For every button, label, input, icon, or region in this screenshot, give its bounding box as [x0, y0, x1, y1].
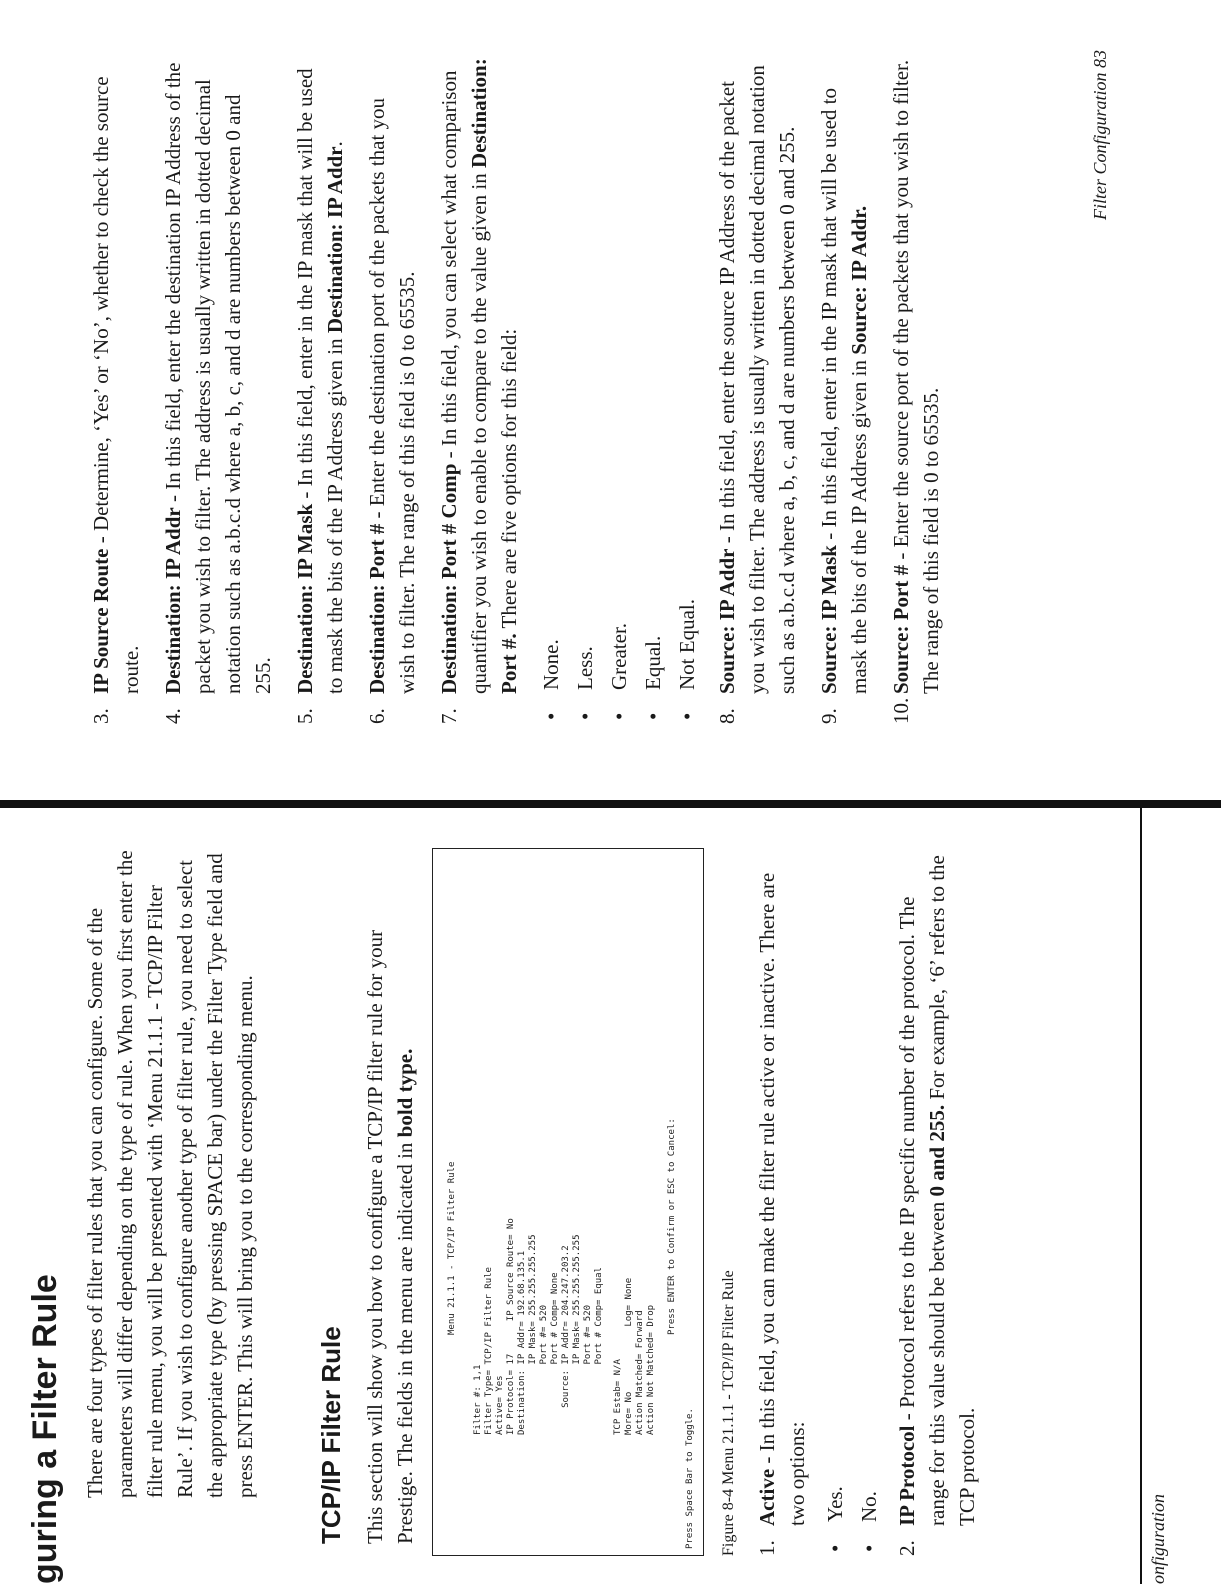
- item-number: 3.: [89, 708, 113, 724]
- item-number: 10.: [889, 697, 913, 724]
- screen-line: Action Not Matched= Drop: [646, 1304, 656, 1435]
- footer-left: onfiguration: [1148, 1493, 1168, 1584]
- screen-line: Press Space Bar to Toggle.: [685, 1408, 695, 1549]
- item-term: Destination: IP Mask: [293, 503, 317, 694]
- item-number: 5.: [293, 708, 317, 724]
- screen-line: IP Protocol= 17 IP Source Route= No: [506, 1218, 516, 1435]
- item-text: [814, 54, 874, 694]
- right-numbered-list: [86, 54, 958, 724]
- screen-line: More= No Log= None: [624, 1277, 634, 1435]
- bullet-item: [820, 852, 850, 1552]
- list-item-dest-port-comp: [434, 54, 524, 724]
- left-column: [0, 804, 1221, 1584]
- item-desc: - In this field, you can make the filter rule active or inactive. There are two options:: [755, 872, 809, 1526]
- item-reference: Destination: IP Addr: [323, 146, 347, 334]
- footer-rule: [1140, 804, 1142, 1584]
- bullet-glyph: •: [573, 712, 597, 720]
- item-number: 7.: [437, 708, 461, 724]
- tcp-intro-text: This section will show you how to configure a TCP/IP filter rule for your Prestige. The fields in the menu are indicated in: [363, 929, 417, 1544]
- screen-line: Filter #: 1,1: [473, 1364, 483, 1435]
- section-heading: guring a Filter Rule: [26, 1274, 64, 1584]
- item-number: 9.: [817, 708, 841, 724]
- list-item-active: [752, 852, 812, 1556]
- item-term: Source: IP Addr: [715, 548, 739, 694]
- list-item-ip-protocol: [892, 852, 982, 1556]
- tcp-ip-heading: TCP/IP Filter Rule: [316, 1326, 346, 1544]
- right-column: [0, 0, 1221, 784]
- list-item-dest-ip-addr: [158, 54, 278, 724]
- bullet-text: Yes.: [823, 1486, 847, 1522]
- bullet-item: [854, 852, 884, 1552]
- item-text: [712, 54, 802, 694]
- item-desc: For example, ‘6’ refers to the TCP protocol.: [925, 855, 979, 1526]
- item-desc: - In this field, enter in the IP mask that will be used to mask the bits of the IP Address given in: [817, 87, 871, 694]
- bullet-item: [638, 54, 668, 720]
- screen-line: Port #= 520: [583, 1304, 593, 1435]
- bullet-item: [570, 54, 600, 720]
- left-numbered-list: [752, 852, 990, 1556]
- screen-line: Filter Type= TCP/IP Filter Rule: [484, 1267, 494, 1435]
- item-desc: - In this field, enter the source IP Address of the packet you wish to filter. The address is usually written in dotted decimal notation such as a.b.c.d where a, b, c, and d are numbers between 0 and 255.: [715, 65, 799, 694]
- bullet-glyph: •: [675, 712, 699, 720]
- list-item-src-ip-addr: [712, 54, 802, 724]
- bullet-glyph: •: [607, 712, 631, 720]
- item-text: [362, 54, 422, 694]
- tcp-intro-bold: bold type.: [393, 1048, 417, 1138]
- tcp-intro-paragraph: [360, 854, 420, 1544]
- bullet-glyph: •: [857, 1544, 881, 1552]
- list-item-source-route: [86, 54, 146, 724]
- bullet-glyph: •: [641, 712, 665, 720]
- item-desc: - In this field, enter the destination IP Address of the packet you wish to filter. The address is usually written in dotted decimal notation such as a.b.c.d where a, b, c, and d are numbers between 0 and 255.: [161, 62, 275, 694]
- list-item-src-port: [886, 54, 946, 724]
- figure-caption: Figure 8-4 Menu 21.1.1 - TCP/IP Filter Rule: [720, 1270, 737, 1556]
- screen-line: Destination: IP Addr= 192.68.135.1: [517, 1250, 527, 1435]
- item-number: 4.: [161, 708, 185, 724]
- item-term: Source: IP Mask: [817, 545, 841, 694]
- bullet-glyph: •: [539, 712, 563, 720]
- item-text: [86, 54, 146, 694]
- item-term: Destination: IP Addr: [161, 507, 185, 694]
- bullet-item: [604, 54, 634, 720]
- screen-line: IP Mask= 255.255.255.255: [528, 1234, 538, 1435]
- screen-line: Press ENTER to Confirm or ESC to Cancel:: [667, 1118, 677, 1335]
- item-number: 2.: [895, 1540, 919, 1556]
- screen-line: Active= Yes: [495, 1375, 505, 1435]
- item-number: 6.: [365, 708, 389, 724]
- bullet-text: None.: [539, 639, 563, 690]
- item-desc: - In this field, you can select what comparison quantifier you wish to enable to compare to the value given in: [437, 70, 491, 694]
- screen-line: Port # Comp= Equal: [594, 1267, 604, 1435]
- item-emphasis: 0 and 255.: [925, 1104, 949, 1197]
- item-desc: - In this field, enter in the IP mask that will be used to mask the bits of the IP Address given in: [293, 68, 347, 694]
- bullet-item: [672, 54, 702, 720]
- item-text: [892, 852, 982, 1526]
- footer-right: Filter Configuration 83: [1090, 50, 1110, 221]
- list-item-dest-port: [362, 54, 422, 724]
- screen-line: Port # Comp= None: [550, 1272, 560, 1435]
- screen-line: Menu 21.1.1 - TCP/IP Filter Rule: [447, 1161, 457, 1335]
- item-desc: There are five options for this field:: [497, 328, 521, 634]
- screen-line: Port #= 520: [539, 1304, 549, 1435]
- item-reference: Source: IP Addr.: [847, 205, 871, 355]
- menu-screenshot: [432, 848, 704, 1556]
- item-term: Active: [755, 1468, 779, 1526]
- screen-line: Source: IP Addr= 204.247.203.2: [561, 1245, 571, 1435]
- item-number: 1.: [755, 1540, 779, 1556]
- item-text: [752, 852, 812, 1526]
- column-divider: [0, 800, 1221, 808]
- item-term: IP Protocol: [895, 1425, 919, 1526]
- screen-line: Action Matched= Forward: [635, 1310, 645, 1435]
- item-desc: - Determine, ‘Yes’ or ‘No’, whether to check the source route.: [89, 76, 143, 694]
- list-item-src-ip-mask: [814, 54, 874, 724]
- item-desc: - Enter the source port of the packets that you wish to filter. The range of this field is 0 to 65535.: [889, 59, 943, 694]
- item-desc: .: [323, 141, 347, 147]
- intro-paragraph: There are four types of filter rules that you can configure. Some of the parameters will differ depending on the type of rule. When you first enter the filter rule menu, you will be presented with ‘Menu 21.1.1 - TCP/IP Filter Rule’. If you wish to configure another type of filter rule, you need to select the appropriate type (by pressing SPACE bar) under the Filter Type field and press ENTER. This will bring you to the corresponding menu.: [83, 850, 257, 1498]
- bullet-text: Not Equal.: [675, 599, 699, 690]
- screen-line: TCP Estab= N/A: [613, 1359, 623, 1435]
- item-term: Destination: Port #: [365, 523, 389, 694]
- bullet-text: No.: [857, 1491, 881, 1522]
- item-term: IP Source Route: [89, 548, 113, 694]
- item-term: Source: Port #: [889, 564, 913, 694]
- item-desc: - Enter the destination port of the packets that you wish to filter. The range of this field is 0 to 65535.: [365, 97, 419, 694]
- screen-line: IP Mask= 255.255.255.255: [572, 1234, 582, 1435]
- item-number: 8.: [715, 708, 739, 724]
- bullet-item: [536, 54, 566, 720]
- item-term: Destination: Port # Comp: [437, 463, 461, 694]
- list-item-dest-ip-mask: [290, 54, 350, 724]
- item-desc: - Protocol refers to the IP specific number of the protocol. The range for this value should be between: [895, 896, 949, 1526]
- item-text: [434, 54, 524, 694]
- item-text: [886, 54, 946, 694]
- bullet-text: Greater.: [607, 622, 631, 690]
- item-text: [158, 54, 278, 694]
- bullet-glyph: •: [823, 1544, 847, 1552]
- bullet-text: Less.: [573, 646, 597, 690]
- bullet-text: Equal.: [641, 635, 665, 690]
- item-reference: Destination: Port #.: [467, 58, 521, 694]
- item-text: [290, 54, 350, 694]
